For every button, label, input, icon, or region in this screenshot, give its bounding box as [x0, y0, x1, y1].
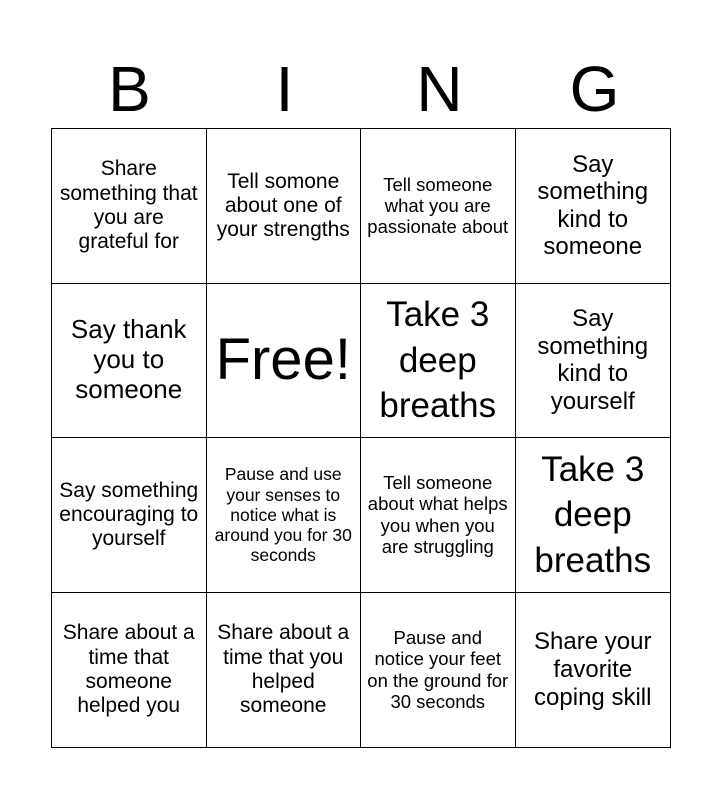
cell-text: Say something kind to yourself — [537, 305, 649, 415]
bingo-cell[interactable] — [361, 438, 516, 593]
bingo-cell[interactable] — [516, 284, 671, 439]
bingo-cell[interactable] — [361, 593, 516, 748]
cell-text: Say thank you to someone — [70, 314, 187, 405]
bingo-cell[interactable] — [52, 438, 207, 593]
bingo-board — [51, 128, 671, 748]
cell-text: Pause and use your senses to notice what is around you for 30 seconds — [214, 464, 352, 565]
bingo-cell[interactable] — [361, 129, 516, 284]
cell-text: Share something that you are grateful for — [59, 157, 198, 253]
bingo-cell[interactable] — [52, 284, 207, 439]
cell-text: Tell someone what you are passionate about — [367, 173, 509, 238]
cell-text: Free! — [215, 326, 351, 392]
cell-text: Say something kind to someone — [537, 150, 649, 261]
cell-text: Tell someone about what helps you when you are struggling — [367, 472, 508, 558]
cell-text: Tell somone about one of your strengths — [216, 169, 350, 241]
bingo-cell[interactable] — [207, 593, 362, 748]
header-letter-b: B — [108, 53, 151, 125]
bingo-cell[interactable] — [361, 284, 516, 439]
cell-text: Share about a time that someone helped you — [62, 621, 195, 717]
cell-text: Take 3 deep breaths — [534, 449, 652, 580]
cell-text: Pause and notice your feet on the ground for 30 seconds — [367, 627, 509, 713]
bingo-header — [52, 50, 672, 128]
bingo-cell[interactable] — [516, 129, 671, 284]
bingo-cell[interactable] — [52, 129, 207, 284]
bingo-cell[interactable] — [207, 438, 362, 593]
cell-text: Share about a time that you helped someone — [217, 621, 350, 717]
bingo-cell[interactable] — [52, 593, 207, 748]
cell-text: Say something encouraging to yourself — [59, 478, 199, 550]
header-letter-n: N — [416, 53, 463, 125]
header-letter-g: G — [569, 53, 620, 125]
free-space-cell[interactable] — [207, 284, 362, 439]
cell-text: Share your favorite coping skill — [534, 628, 652, 711]
bingo-cell[interactable] — [207, 129, 362, 284]
bingo-cell[interactable] — [516, 438, 671, 593]
cell-text: Take 3 deep breaths — [379, 295, 497, 425]
bingo-cell[interactable] — [516, 593, 671, 748]
header-letter-i: I — [275, 53, 294, 125]
